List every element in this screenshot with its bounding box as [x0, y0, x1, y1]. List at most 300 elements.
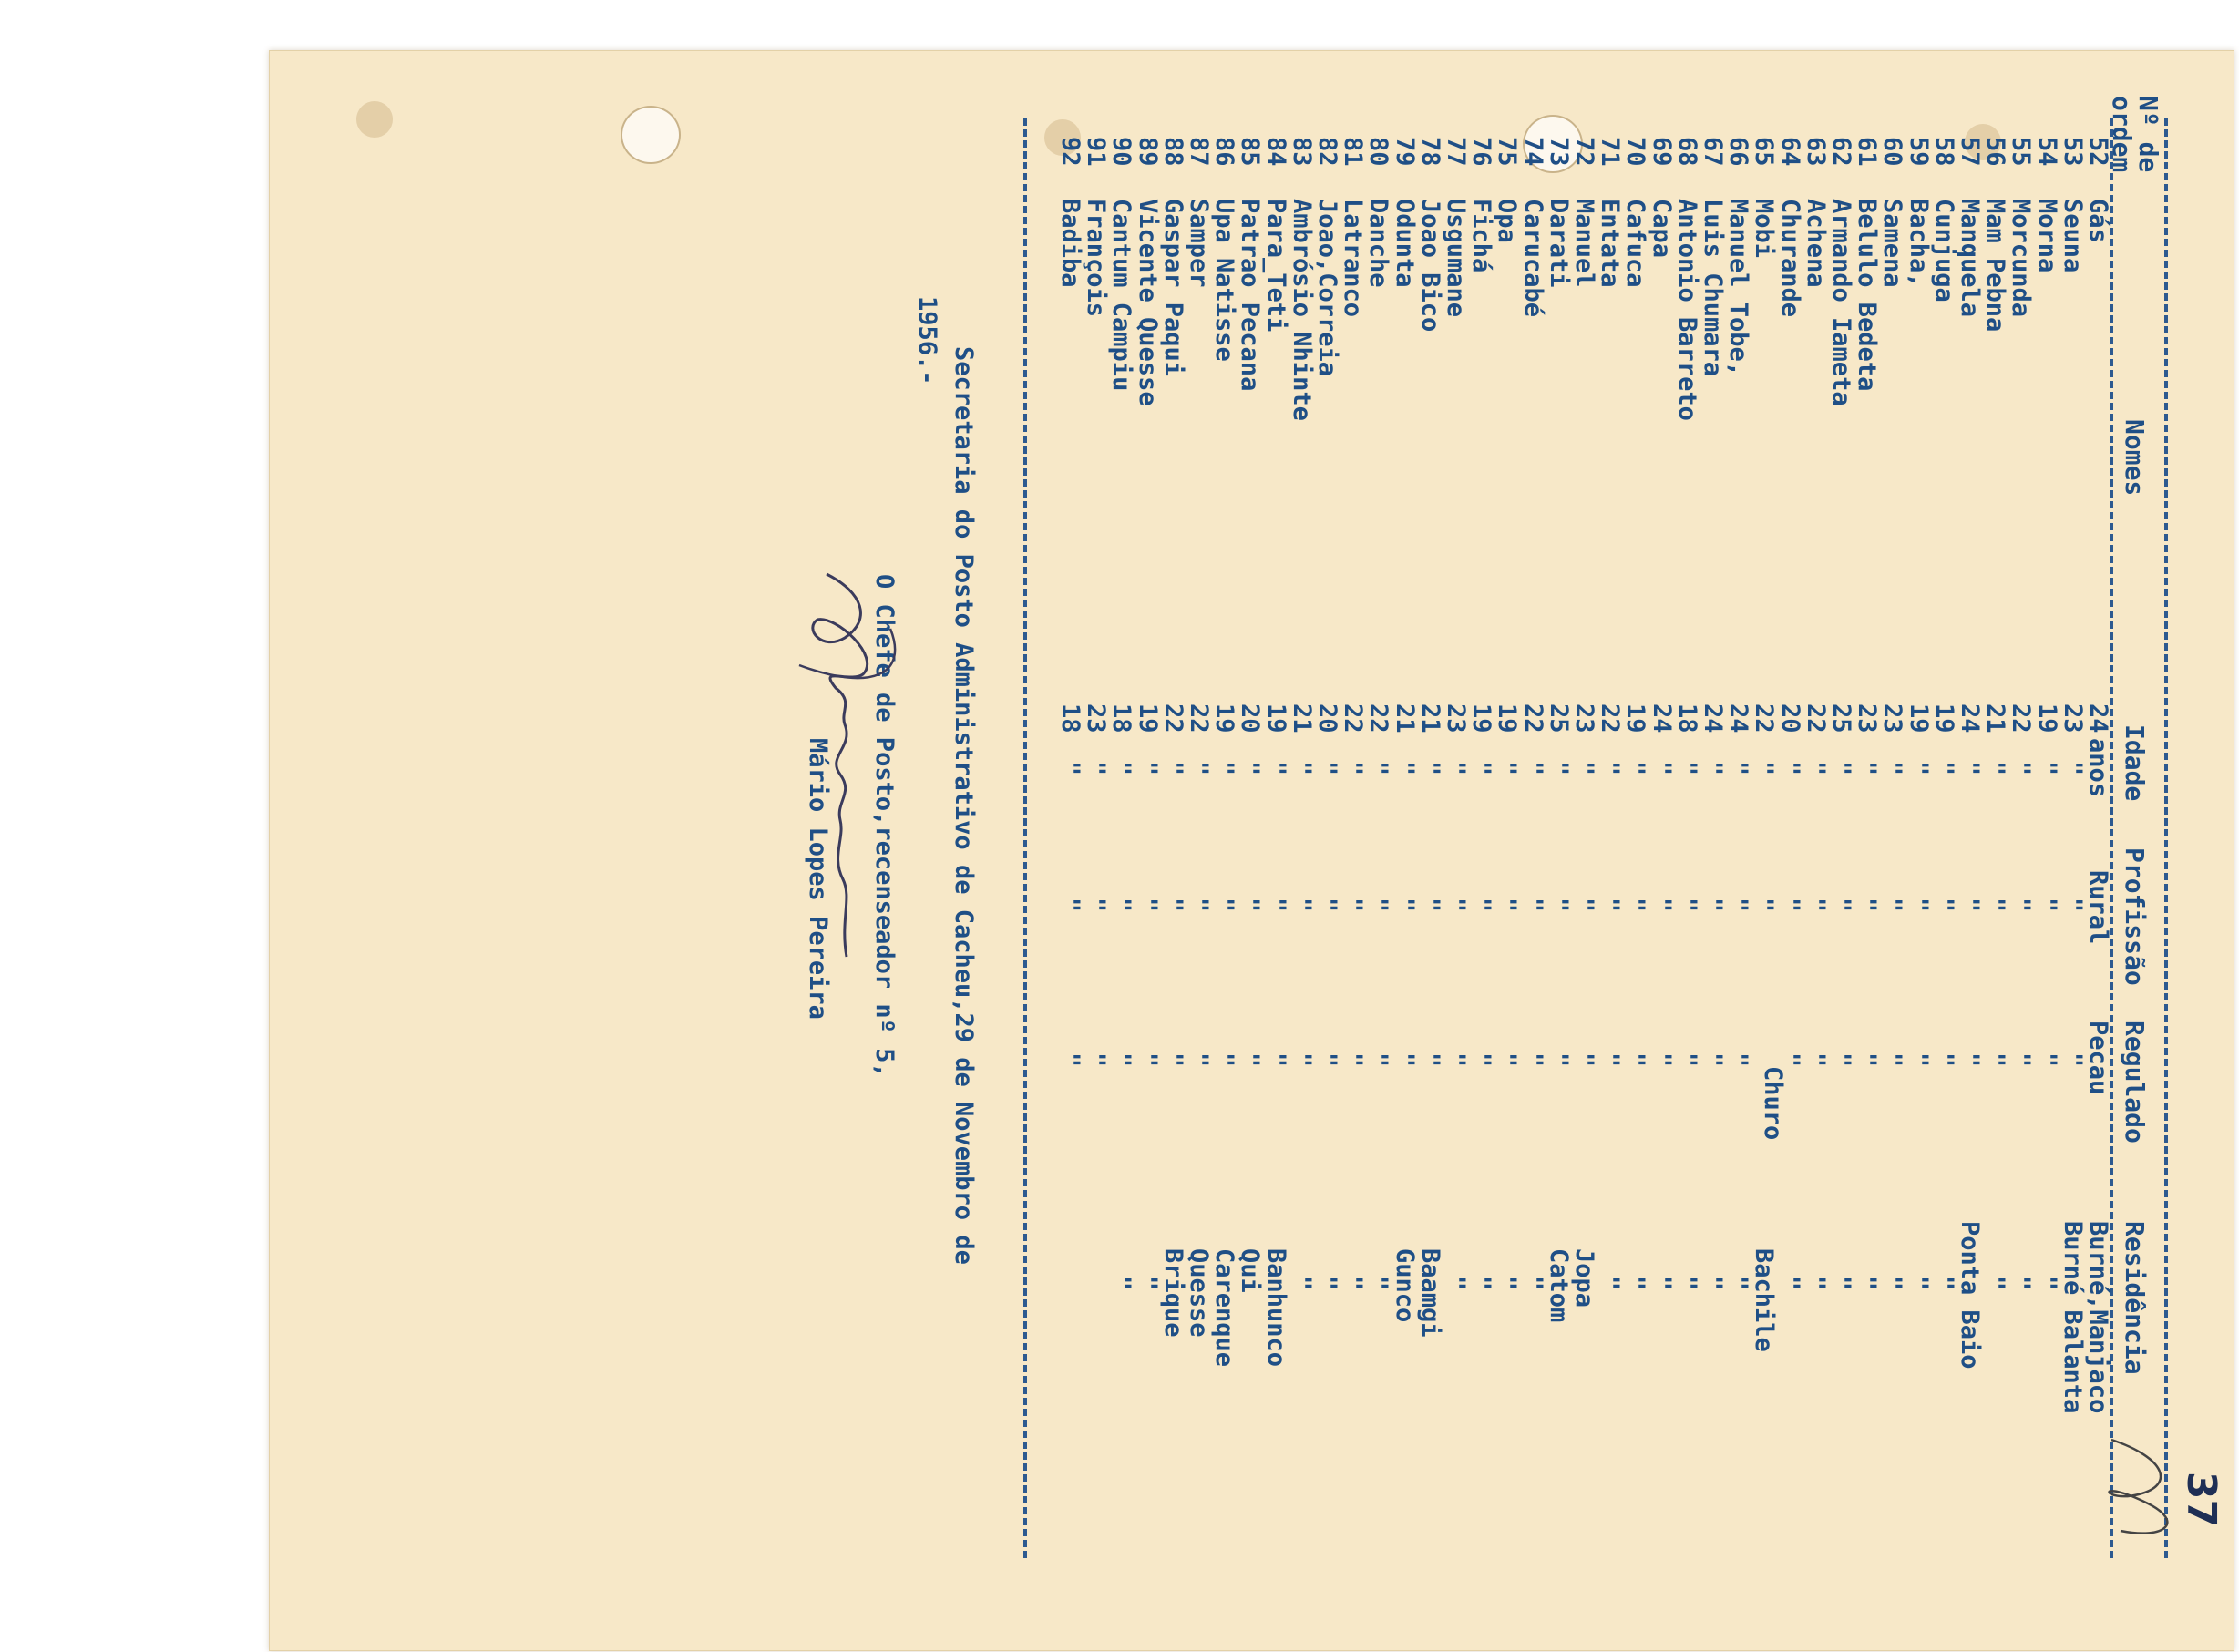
row-profissao-ditto: "	[1082, 898, 1111, 913]
row-idade: 22	[1801, 703, 1830, 734]
row-profissao-ditto: "	[1904, 898, 1933, 913]
row-idade-unit: anos	[2084, 738, 2112, 798]
row-idade: 24	[1699, 703, 1727, 734]
row-profissao-ditto: "	[1672, 898, 1701, 913]
row-nome: Vicente Quesse	[1133, 199, 1162, 406]
row-profissao-ditto: "	[1133, 898, 1162, 913]
row-number: 84	[1261, 137, 1290, 167]
row-number: 77	[1442, 137, 1470, 167]
row-profissao-ditto: "	[1570, 898, 1598, 913]
row-nome: François	[1082, 199, 1111, 318]
row-profissao-ditto: "	[2032, 898, 2061, 913]
row-number: 78	[1415, 137, 1444, 167]
row-idade-ditto: "	[1647, 761, 1676, 776]
row-profissao-ditto: "	[1493, 898, 1522, 913]
row-number: 91	[1082, 137, 1111, 167]
header-residencia: Residência	[2120, 1221, 2150, 1375]
row-idade: 25	[1827, 703, 1855, 734]
row-nome: Latranco	[1339, 199, 1368, 318]
row-idade-ditto: "	[1261, 761, 1290, 776]
row-idade: 22	[1185, 703, 1213, 734]
row-regulado-ditto: "	[2032, 1052, 2061, 1068]
row-regulado-ditto: "	[1339, 1052, 1368, 1068]
row-profissao-ditto: "	[1287, 898, 1316, 913]
row-idade: 22	[1364, 703, 1393, 734]
row-nome: Gás	[2084, 199, 2112, 243]
row-idade-ditto: "	[1956, 761, 1984, 776]
row-regulado-ditto: "	[1570, 1052, 1598, 1068]
row-idade: 23	[1878, 703, 1907, 734]
row-idade-ditto: "	[1390, 761, 1419, 776]
row-profissao-ditto: "	[1107, 898, 1136, 913]
row-profissao-ditto: "	[1210, 898, 1239, 913]
row-idade: 19	[1133, 703, 1162, 734]
row-residencia: "	[1364, 1276, 1393, 1291]
row-regulado-ditto: "	[1801, 1052, 1830, 1068]
row-residencia: Burné,Manjaco	[2084, 1221, 2112, 1414]
row-residencia: Baamgi	[1415, 1248, 1444, 1338]
row-regulado-ditto: "	[1390, 1052, 1419, 1068]
row-number: 74	[1518, 137, 1547, 167]
row-regulado-ditto: "	[1621, 1052, 1650, 1068]
row-regulado: Pecau	[2084, 1021, 2112, 1095]
row-nome: Badiba	[1056, 199, 1084, 288]
row-residencia: "	[1853, 1276, 1882, 1291]
row-number: 55	[2007, 137, 2036, 167]
row-number: 89	[1133, 137, 1162, 167]
row-nome: Patrao Pecana	[1236, 199, 1265, 392]
row-idade-ditto: "	[2058, 761, 2087, 776]
row-idade-ditto: "	[1981, 761, 2010, 776]
row-regulado-ditto: "	[1158, 1052, 1187, 1068]
row-idade-ditto: "	[1442, 761, 1470, 776]
row-number: 67	[1699, 137, 1727, 167]
row-nome: Joao,Correia	[1313, 199, 1341, 377]
row-idade: 23	[1853, 703, 1882, 734]
row-residencia: Ponta Baio	[1956, 1221, 1984, 1370]
row-residencia: "	[1621, 1276, 1650, 1291]
row-regulado-ditto: "	[1133, 1052, 1162, 1068]
row-idade: 20	[1236, 703, 1265, 734]
row-nome: Belulo Bedeta	[1853, 199, 1882, 392]
row-regulado-ditto: "	[1056, 1052, 1084, 1068]
row-residencia: "	[1339, 1276, 1368, 1291]
row-idade: 19	[1210, 703, 1239, 734]
row-profissao-ditto: "	[1467, 898, 1496, 913]
row-residencia: Qui	[1236, 1248, 1265, 1293]
row-nome: Mobi	[1750, 199, 1779, 259]
row-idade-ditto: "	[1801, 761, 1830, 776]
row-idade: 18	[1672, 703, 1701, 734]
row-regulado-ditto: "	[1185, 1052, 1213, 1068]
row-number: 81	[1339, 137, 1368, 167]
row-idade: 20	[1775, 703, 1804, 734]
row-residencia: "	[1904, 1276, 1933, 1291]
row-regulado-ditto: "	[1082, 1052, 1111, 1068]
row-idade: 24	[1647, 703, 1676, 734]
row-number: 54	[2032, 137, 2061, 167]
row-residencia: "	[1878, 1276, 1907, 1291]
row-idade: 20	[1313, 703, 1341, 734]
row-nome: Achena	[1801, 199, 1830, 288]
row-idade: 24	[2084, 703, 2112, 734]
row-nome: Morna	[2032, 199, 2061, 273]
row-idade: 25	[1544, 703, 1573, 734]
row-regulado-ditto: "	[1467, 1052, 1496, 1068]
row-idade-ditto: "	[1904, 761, 1933, 776]
row-number: 76	[1467, 137, 1496, 167]
row-idade-ditto: "	[1929, 761, 1958, 776]
row-number: 61	[1853, 137, 1882, 167]
header-regulado: Regulado	[2120, 1021, 2150, 1144]
row-regulado-ditto: "	[1596, 1052, 1625, 1068]
row-regulado-ditto: "	[1364, 1052, 1393, 1068]
row-idade: 21	[1415, 703, 1444, 734]
row-profissao-ditto: "	[1339, 898, 1368, 913]
row-residencia: "	[1133, 1276, 1162, 1291]
row-idade-ditto: "	[1313, 761, 1341, 776]
row-regulado-ditto: "	[1724, 1052, 1753, 1068]
row-idade: 19	[1493, 703, 1522, 734]
row-profissao-ditto: "	[1801, 898, 1830, 913]
row-residencia: "	[1699, 1276, 1727, 1291]
row-idade-ditto: "	[1364, 761, 1393, 776]
row-idade: 21	[1981, 703, 2010, 734]
row-idade: 19	[1621, 703, 1650, 734]
row-regulado-ditto: "	[1827, 1052, 1855, 1068]
row-idade: 23	[2058, 703, 2087, 734]
row-number: 86	[1210, 137, 1239, 167]
row-idade-ditto: "	[1518, 761, 1547, 776]
row-regulado-ditto: "	[1775, 1052, 1804, 1068]
row-nome: Manquela	[1956, 199, 1984, 318]
row-profissao-ditto: "	[2007, 898, 2036, 913]
row-nome: Para_Teti	[1261, 199, 1290, 333]
row-nome: Manuel	[1570, 199, 1598, 288]
row-idade: 22	[1750, 703, 1779, 734]
row-nome: Samper	[1185, 199, 1213, 288]
row-idade-ditto: "	[2032, 761, 2061, 776]
row-idade-ditto: "	[1699, 761, 1727, 776]
row-idade-ditto: "	[1750, 761, 1779, 776]
row-idade-ditto: "	[1056, 761, 1084, 776]
row-idade: 22	[1158, 703, 1187, 734]
row-number: 83	[1287, 137, 1316, 167]
row-regulado-ditto: "	[2007, 1052, 2036, 1068]
row-idade-ditto: "	[1724, 761, 1753, 776]
row-regulado-ditto: "	[1415, 1052, 1444, 1068]
row-nome: Bacha,	[1904, 199, 1933, 288]
row-regulado-ditto: "	[1544, 1052, 1573, 1068]
row-profissao-ditto: "	[1827, 898, 1855, 913]
handwritten-initial-mark	[2084, 1421, 2203, 1558]
row-profissao-ditto: "	[1415, 898, 1444, 913]
row-idade-ditto: "	[1775, 761, 1804, 776]
row-nome: Cafuca	[1621, 199, 1650, 288]
row-profissao-ditto: "	[1518, 898, 1547, 913]
row-number: 63	[1801, 137, 1830, 167]
row-number: 85	[1236, 137, 1265, 167]
table-bottom-rule	[1023, 118, 1027, 1558]
row-profissao-ditto: "	[1878, 898, 1907, 913]
row-idade: 22	[1518, 703, 1547, 734]
row-residencia: "	[1107, 1276, 1136, 1291]
row-profissao-ditto: "	[1750, 898, 1779, 913]
row-nome: Entata	[1596, 199, 1625, 288]
row-profissao-ditto: "	[1775, 898, 1804, 913]
row-number: 75	[1493, 137, 1522, 167]
row-regulado-ditto: "	[1210, 1052, 1239, 1068]
row-regulado-ditto: "	[2058, 1052, 2087, 1068]
row-idade: 22	[2007, 703, 2036, 734]
row-idade-ditto: "	[1596, 761, 1625, 776]
header-nomes: Nomes	[2120, 419, 2150, 497]
row-residencia: "	[1672, 1276, 1701, 1291]
row-residencia: "	[2032, 1276, 2061, 1291]
row-residencia: "	[2007, 1276, 2036, 1291]
row-number: 69	[1647, 137, 1676, 167]
row-residencia: "	[1724, 1276, 1753, 1291]
row-residencia: "	[1775, 1276, 1804, 1291]
row-residencia: Bachile	[1750, 1248, 1779, 1352]
row-number: 92	[1056, 137, 1084, 167]
row-profissao-ditto: "	[1390, 898, 1419, 913]
row-residencia: "	[1493, 1276, 1522, 1291]
row-regulado-ditto: "	[1313, 1052, 1341, 1068]
row-regulado-ditto: "	[1442, 1052, 1470, 1068]
row-number: 66	[1724, 137, 1753, 167]
row-nome: Danche	[1364, 199, 1393, 288]
row-number: 52	[2084, 137, 2112, 167]
row-idade-ditto: "	[1544, 761, 1573, 776]
row-residencia: "	[1929, 1276, 1958, 1291]
row-profissao-ditto: "	[1056, 898, 1084, 913]
row-residencia: Catom	[1544, 1248, 1573, 1323]
footer-chefe: O Chefe de Posto,recenseador nº 5,	[870, 574, 899, 1078]
row-number: 79	[1390, 137, 1419, 167]
row-regulado-ditto: "	[1981, 1052, 2010, 1068]
row-regulado-ditto: "	[1878, 1052, 1907, 1068]
row-number: 62	[1827, 137, 1855, 167]
row-nome: Mam Pebna	[1981, 199, 2010, 333]
row-residencia: Jopa	[1570, 1248, 1598, 1308]
row-number: 70	[1621, 137, 1650, 167]
footer-secretaria: Secretaria do Posto Administrativo de Cacheu,29 de Novembro de	[950, 346, 978, 1265]
handwritten-signature	[781, 565, 927, 984]
header-top-rule	[2164, 118, 2168, 1558]
row-nome: Carucabé	[1518, 199, 1547, 318]
row-idade: 19	[1261, 703, 1290, 734]
row-residencia: "	[1287, 1276, 1316, 1291]
row-residencia: "	[1313, 1276, 1341, 1291]
footer-date-year: 1956.-	[913, 296, 941, 385]
row-profissao-ditto: "	[1236, 898, 1265, 913]
row-idade: 19	[1467, 703, 1496, 734]
row-nome: Seuna	[2058, 199, 2087, 273]
header-numero: Nº de ordem	[2107, 96, 2163, 173]
header-profissao: Profissão	[2120, 847, 2150, 986]
row-idade-ditto: "	[1133, 761, 1162, 776]
row-nome: Cunjuga	[1929, 199, 1958, 303]
row-idade-ditto: "	[1210, 761, 1239, 776]
row-idade-ditto: "	[1415, 761, 1444, 776]
footer-signatory: Mário Lopes Pereira	[804, 738, 832, 1020]
row-profissao-ditto: "	[1621, 898, 1650, 913]
row-idade: 23	[1082, 703, 1111, 734]
row-nome: Morcunda	[2007, 199, 2036, 318]
row-idade: 19	[1929, 703, 1958, 734]
row-profissao-ditto: "	[1544, 898, 1573, 913]
row-regulado-ditto: "	[1672, 1052, 1701, 1068]
row-idade-ditto: "	[1672, 761, 1701, 776]
row-nome: Ambrósio Nhinte	[1287, 199, 1316, 421]
row-idade: 18	[1107, 703, 1136, 734]
row-number: 73	[1544, 137, 1573, 167]
row-number: 64	[1775, 137, 1804, 167]
row-idade-ditto: "	[1493, 761, 1522, 776]
row-regulado-ditto: "	[1107, 1052, 1136, 1068]
row-nome: Usgumane	[1442, 199, 1470, 318]
row-number: 71	[1596, 137, 1625, 167]
row-profissao-ditto: "	[1929, 898, 1958, 913]
row-number: 88	[1158, 137, 1187, 167]
row-regulado-ditto: "	[1236, 1052, 1265, 1068]
row-regulado-ditto: "	[1699, 1052, 1727, 1068]
row-nome: Opa	[1493, 199, 1522, 243]
row-profissao: Rural	[2084, 870, 2112, 945]
row-residencia: "	[1827, 1276, 1855, 1291]
row-residencia: "	[1518, 1276, 1547, 1291]
row-nome: Antonio Barreto	[1672, 199, 1701, 421]
row-nome: Churande	[1775, 199, 1804, 318]
row-profissao-ditto: "	[1956, 898, 1984, 913]
row-idade-ditto: "	[1570, 761, 1598, 776]
row-regulado-ditto: "	[1956, 1052, 1984, 1068]
row-idade-ditto: "	[1853, 761, 1882, 776]
row-regulado-ditto: "	[1929, 1052, 1958, 1068]
row-number: 59	[1904, 137, 1933, 167]
row-idade: 22	[1339, 703, 1368, 734]
row-idade-ditto: "	[1236, 761, 1265, 776]
row-number: 53	[2058, 137, 2087, 167]
row-idade-ditto: "	[1827, 761, 1855, 776]
row-idade-ditto: "	[1339, 761, 1368, 776]
row-residencia: "	[1467, 1276, 1496, 1291]
row-profissao-ditto: "	[1596, 898, 1625, 913]
row-number: 82	[1313, 137, 1341, 167]
row-nome: Joao Bico	[1415, 199, 1444, 333]
row-residencia: "	[1647, 1276, 1676, 1291]
row-number: 58	[1929, 137, 1958, 167]
row-profissao-ditto: "	[1699, 898, 1727, 913]
row-number: 57	[1956, 137, 1984, 167]
row-residencia: Quesse	[1185, 1248, 1213, 1338]
row-profissao-ditto: "	[1442, 898, 1470, 913]
row-profissao-ditto: "	[1185, 898, 1213, 913]
row-residencia: Brique	[1158, 1248, 1187, 1338]
row-regulado-ditto: "	[1647, 1052, 1676, 1068]
row-nome: Luis Chumara	[1699, 199, 1727, 377]
row-idade: 24	[1724, 703, 1753, 734]
row-regulado-ditto: "	[1261, 1052, 1290, 1068]
row-idade: 19	[1904, 703, 1933, 734]
row-nome: Upa Natisse	[1210, 199, 1239, 362]
page-number: 37	[2178, 1471, 2225, 1528]
row-residencia: "	[1981, 1276, 2010, 1291]
row-nome: Odunta	[1390, 199, 1419, 288]
row-nome: Armando Iameta	[1827, 199, 1855, 406]
row-nome: Gaspar Paqui	[1158, 199, 1187, 377]
row-number: 87	[1185, 137, 1213, 167]
row-nome: Capa	[1647, 199, 1676, 259]
row-idade-ditto: "	[1878, 761, 1907, 776]
row-residencia: Banhunco	[1261, 1248, 1290, 1368]
row-idade: 23	[1570, 703, 1598, 734]
row-idade-ditto: "	[1185, 761, 1213, 776]
row-idade: 22	[1596, 703, 1625, 734]
row-number: 72	[1570, 137, 1598, 167]
row-profissao-ditto: "	[2058, 898, 2087, 913]
row-regulado-ditto: "	[1518, 1052, 1547, 1068]
row-number: 68	[1672, 137, 1701, 167]
row-residencia: Carenque	[1210, 1248, 1239, 1368]
regulado-churo: Churo	[1759, 1066, 1787, 1141]
row-nome: Cantum Campiu	[1107, 199, 1136, 392]
row-idade: 19	[2032, 703, 2061, 734]
row-profissao-ditto: "	[1364, 898, 1393, 913]
row-profissao-ditto: "	[1853, 898, 1882, 913]
row-regulado-ditto: "	[1287, 1052, 1316, 1068]
row-number: 56	[1981, 137, 2010, 167]
row-idade: 24	[1956, 703, 1984, 734]
row-number: 60	[1878, 137, 1907, 167]
row-residencia: "	[1596, 1276, 1625, 1291]
row-idade-ditto: "	[2007, 761, 2036, 776]
row-profissao-ditto: "	[1261, 898, 1290, 913]
row-idade-ditto: "	[1158, 761, 1187, 776]
row-residencia: Gunco	[1390, 1248, 1419, 1323]
row-nome: Samena	[1878, 199, 1907, 288]
header-idade: Idade	[2120, 724, 2150, 802]
row-nome: Fichá	[1467, 199, 1496, 273]
row-residencia: "	[1442, 1276, 1470, 1291]
row-regulado-ditto: "	[1853, 1052, 1882, 1068]
row-idade-ditto: "	[1621, 761, 1650, 776]
row-regulado-ditto: "	[1904, 1052, 1933, 1068]
row-residencia: "	[1801, 1276, 1830, 1291]
row-idade: 18	[1056, 703, 1084, 734]
row-regulado-ditto: "	[1493, 1052, 1522, 1068]
row-idade-ditto: "	[1467, 761, 1496, 776]
row-number: 90	[1107, 137, 1136, 167]
row-idade-ditto: "	[1107, 761, 1136, 776]
row-nome: Darati	[1544, 199, 1573, 288]
row-idade: 23	[1442, 703, 1470, 734]
row-profissao-ditto: "	[1647, 898, 1676, 913]
row-residencia: Burné Balanta	[2058, 1221, 2087, 1414]
row-profissao-ditto: "	[1313, 898, 1341, 913]
row-profissao-ditto: "	[1724, 898, 1753, 913]
row-profissao-ditto: "	[1158, 898, 1187, 913]
row-idade-ditto: "	[1082, 761, 1111, 776]
row-number: 65	[1750, 137, 1779, 167]
row-idade-ditto: "	[1287, 761, 1316, 776]
row-idade: 21	[1390, 703, 1419, 734]
row-profissao-ditto: "	[1981, 898, 2010, 913]
row-nome: Manuel Tobe,	[1724, 199, 1753, 377]
row-number: 80	[1364, 137, 1393, 167]
row-idade: 21	[1287, 703, 1316, 734]
